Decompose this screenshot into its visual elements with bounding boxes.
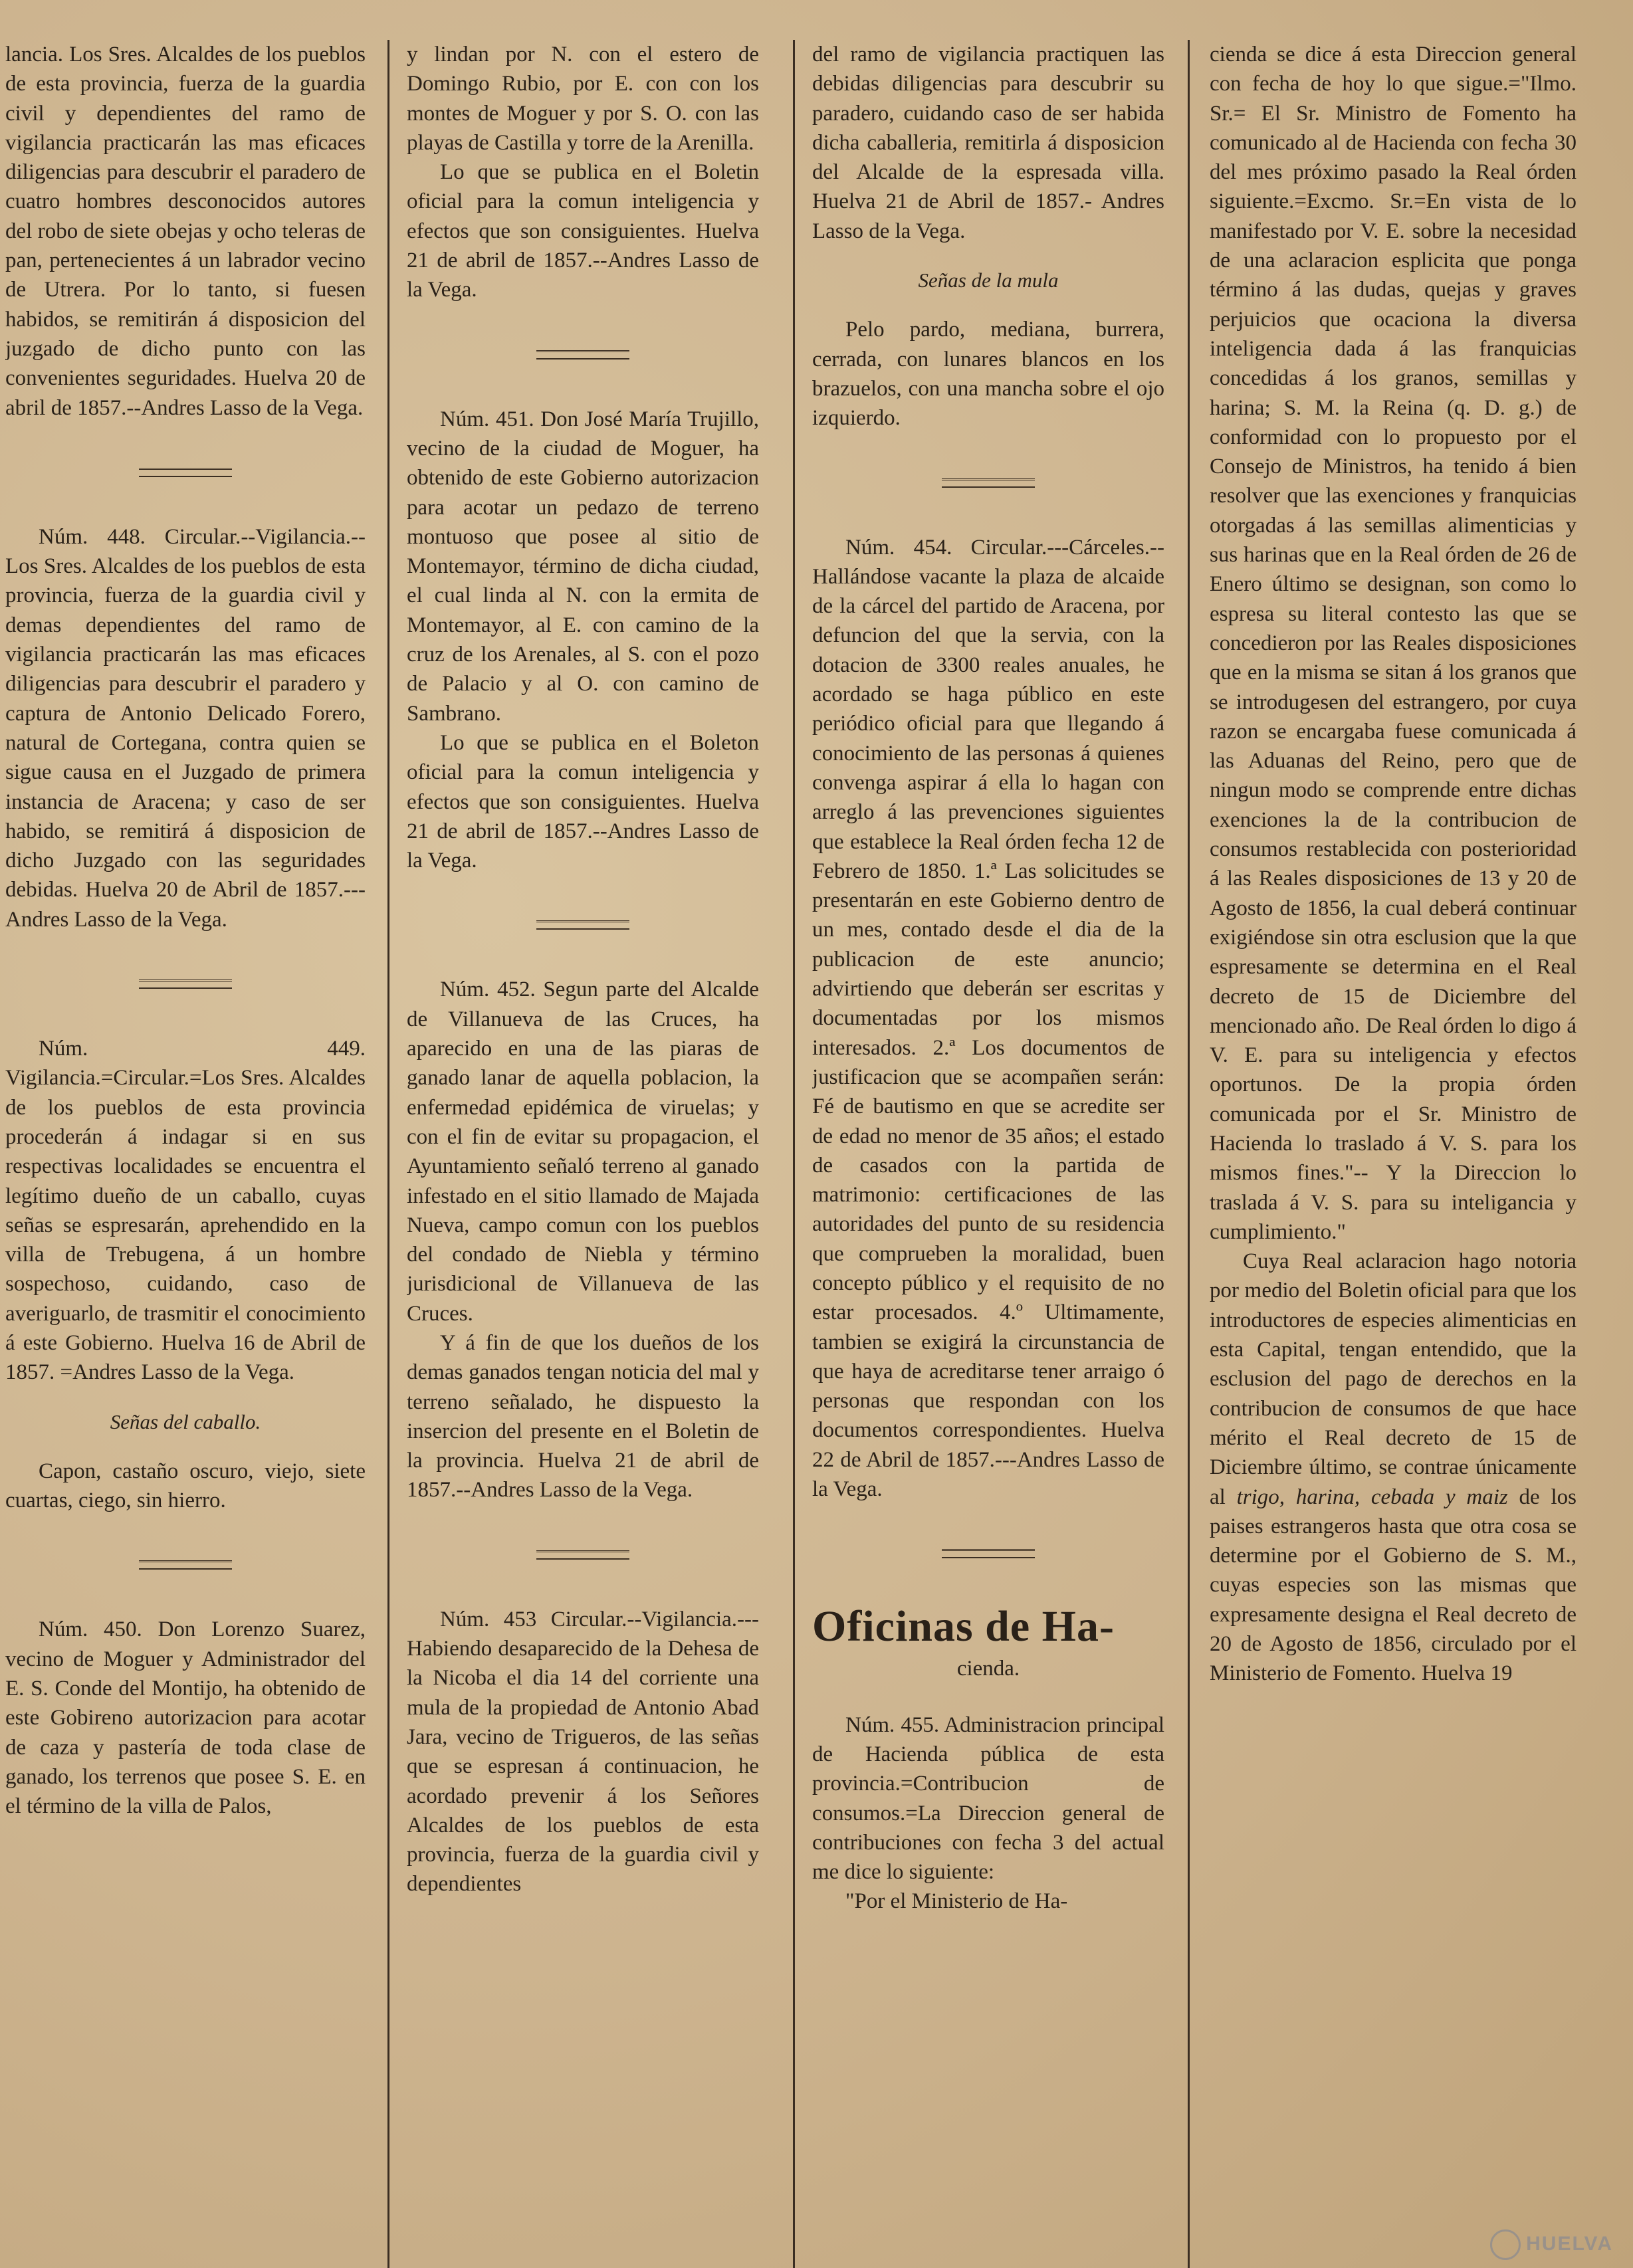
notice-text: Y á fin de que los dueños de los demas ganados tengan noticia del mal y terreno señalado, he dispuesto la insercion del presente en el Boletin de la provincia. Huelva 21 de abril de 1857.--Andres Lasso de la Vega. [407,1330,759,1502]
notice-448 [5,522,366,934]
separator-rule [139,1560,232,1570]
notice-449 [5,1034,366,1515]
watermark [1490,2229,1613,2260]
notice-subheading: Señas del caballo. [110,1409,261,1433]
notice-text: y lindan por N. con el estero de Domingo Rubio, por E. con con los montes de Moguer y por S. O. con las playas de Castilla y torre de la Arenilla. [407,43,759,155]
notice-text: cienda se dice á esta Direccion general con fecha de hoy lo que sigue.="Ilmo. Sr.= El Sr. Ministro de Fomento ha comunicado al de Hacienda con fecha 30 del mes próximo pasado la Real órden siguiente.=Excmo. Sr.=En vista de lo manifestado por V. E. sobre la necesidad de una aclaracion esplicita que ponga término á las dudas, quejas y graves perjuicios que ocaciona la diversa inteligencia dada á las franquicias concedidas á los granos, semillas y harina; S. M. la Reina (q. D. g.) de conformidad con lo propuesto por el Consejo de Ministros, ha tenido á bien resolver que las exenciones y franquicias otorgadas á las semillas alimenticias y sus harinas que en la Real órden de 26 de Enero último se designan, son como lo espresa su literal contesto las que se concedieron por las Reales disposiciones que en la misma se sitan á los granos que se introdugesen del estrangero, por cuya razon se encargaba fuese comunicada á las Aduanas del Reino, pero que de ningun modo se comprende entre dichas exenciones la de la contribucion de consumos restablecida con posterioridad á las Reales disposiciones de 13 y 20 de Agosto de 1856, la cual deberá continuar exigiéndose sin otra esclusion que la que espresamente se determina en el Real decreto de 15 de Diciembre del mencionado año. De Real órden lo digo á V. E. para su inteligencia y efectos oportunos. De la propia órden comunicada por el Sr. Ministro de Hacienda lo traslado á V. S. para los mismos fines."-- Y la Direccion lo traslada á V. S. para su inteligancia y cumplimiento." [1210,43,1577,1244]
column-4 [1210,40,1577,2259]
notice-text: Núm. 455. Administracion principal de Hacienda pública de esta provincia.=Contribucion de consumos.=La Direccion general de contribuciones con fecha 3 del actual me dice lo siguiente: [812,1712,1164,1885]
column-divider [793,40,795,2268]
notice-text: Lo que se publica en el Boletin oficial para la comun inteligencia y efectos que son consiguientes. Huelva 21 de abril de 1857.--Andres Lasso de la Vega. [407,160,759,302]
watermark-text: HUELVA [1526,2232,1613,2255]
notice-451 [407,405,759,876]
separator-rule [139,979,232,989]
section-hacienda [812,1603,1164,1683]
notice-text-italic: trigo, harina, cebada y maiz [1236,1485,1508,1509]
notice-text: Núm. 454. Circular.---Cárceles.--Hallándose vacante la plaza de alcaide de la cárcel del partido de Aracena, por defuncion del que la servia, con la dotacion de 3300 reales anuales, he acordado se haga público en este periódico oficial para que llegando á conocimiento de las personas á quienes convenga aspirar á ella lo hagan con arreglo á las prevenciones siguientes que establece la Real órden fecha 12 de Febrero de 1850. 1.ª Las solicitudes se presentarán en este Gobierno dentro de un mes, contado desde el dia de la publicacion de este anuncio; advirtiendo que deberán ser escritas y documentadas por los mismos interesados. 2.ª Los documentos de justificacion que se acompañen serán: Fé de bautismo en que se acredite ser de edad no menor de 35 años; el estado de casados con la partida de matrimonio: certificaciones de las autoridades del punto de su residencia que comprueben la moralidad, buen concepto público y el requisito de no estar procesados. 4.º Ultimamente, tambien se exigirá la circunstancia de que haya de acreditarse tener arraigo ó personas que respondan con los documentos correspondientes. Huelva 22 de Abril de 1857.---Andres Lasso de la Vega. [812,535,1164,1502]
notice-450-tail [407,40,759,305]
notice-text: Núm. 449. Vigilancia.=Circular.=Los Sres. Alcaldes de los pueblos de esta provincia procederán á indagar si en sus respectivas localidades se encuentra el legítimo dueño de un caballo, cuyas señas se espresarán, aprehendido en la villa de Trebugena, á un hombre sospechoso, cuidando, caso de averiguarlo, de trasmitir el conocimiento á este Gobierno. Huelva 16 de Abril de 1857. =Andres Lasso de la Vega. [5,1037,366,1385]
notice-subheading: Señas de la mula [918,268,1059,292]
section-title: Oficinas de Ha- [812,1602,1115,1651]
separator-rule [942,478,1035,488]
separator-rule [536,350,629,360]
notice-text: Núm. 448. Circular.--Vigilancia.--Los Sres. Alcaldes de los pueblos de esta provincia, fuerza de la guardia civil y demas dependientes del ramo de vigilancia practicarán las mas eficaces diligencias para descubrir el paradero y captura de Antonio Delicado Forero, natural de Cortegana, contra quien se sigue causa en el Juzgado de primera instancia de Aracena; y caso de ser habido, se remitirá á disposicion de dicho Juzgado con las seguridades debidas. Huelva 20 de Abril de 1857.---Andres Lasso de la Vega. [5,524,366,932]
notice-452 [407,975,759,1504]
notice-text: "Por el Ministerio de Ha- [845,1889,1068,1914]
notice-text: Núm. 453 Circular.--Vigilancia.---Habiendo desaparecido de la Dehesa de la Nicoba el dia 14 del corriente una mula de la propiedad de Antonio Abad Jara, vecino de Trigueros, de las señas que se espresan á continuacion, he acordado prevenir á los Señores Alcaldes de los pueblos de esta provincia, fuerza de la guardia civil y dependientes [407,1607,759,1897]
separator-rule [536,920,629,930]
column-divider [387,40,389,2268]
notice-text-segment: Cuya Real aclaracion hago notoria por medio del Boletin oficial para que los introductores de especies alimenticias en esta Capital, tengan entendido, que la esclusion del pago de derechos en la contribucion de consumos de que hace mérito el Real decreto de 15 de Diciembre último, se contrae únicamente al [1210,1249,1577,1509]
notice-453-tail [812,40,1164,433]
notice-text: Lo que se publica en el Boleton oficial para la comun inteligencia y efectos que son consiguientes. Huelva 21 de abril de 1857.--Andres Lasso de la Vega. [407,730,759,873]
column-3 [812,40,1164,2259]
notice-text: Pelo pardo, mediana, burrera, cerrada, con lunares blancos en los brazuelos, con una mancha sobre el ojo izquierdo. [812,318,1164,431]
separator-rule [139,468,232,477]
separator-rule [536,1550,629,1560]
notice-455-cont [1210,40,1577,1689]
notice-453 [407,1605,759,1899]
notice-text: del ramo de vigilancia practiquen las debidas diligencias para descubrir su paradero, cuidando caso de ser habida dicha caballeria, remitirla á disposicion del Alcalde de la espresada villa. Huelva 21 de Abril de 1857.- Andres Lasso de la Vega. [812,43,1164,243]
notice-text: Núm. 452. Segun parte del Alcalde de Villanueva de las Cruces, ha aparecido en una de las piaras de ganado lanar de aquella poblacion, la enfermedad epidémica de viruelas; y con el fin de evitar su propagacion, el Ayuntamiento señaló terreno al ganado infestado en el sitio llamado de Majada Nueva, campo comun con los pueblos del condado de Niebla y término jurisdicional de Villanueva de las Cruces. [407,978,759,1326]
watermark-seal-icon [1490,2229,1521,2260]
notice-text [1210,1247,1577,1688]
column-1 [5,40,366,2259]
notice-text: Núm. 450. Don Lorenzo Suarez, vecino de Moguer y Administrador del E. S. Conde del Montijo, ha obtenido de este Gobireno autorizacion para acotar de caza y pastería de toda clase de ganado, los terrenos que posee S. E. en el término de la villa de Palos, [5,1617,366,1819]
notice-450 [5,1615,366,1821]
notice-455 [812,1710,1164,1916]
column-2 [407,40,759,2259]
notice-text: Capon, castaño oscuro, viejo, siete cuartas, ciego, sin hierro. [5,1459,366,1513]
separator-rule [942,1549,1035,1558]
section-title-continuation: cienda. [956,1657,1020,1681]
notice-454 [812,533,1164,1504]
notice-text: Núm. 451. Don José María Trujillo, vecino de la ciudad de Moguer, ha obtenido de este Gobierno autorizacion para acotar un pedazo de terreno montuoso que posee al sitio de Montemayor, término de dicha ciudad, el cual linda al N. con la ermita de Montemayor, al E. con camino de la cruz de los Arenales, al S. con el pozo de Palacio y al O. con camino de Sambrano. [407,407,759,726]
notice-text-segment: de los paises estrangeros hasta que otra cosa se determine por el Gobierno de S. M., cuyas especies son las mismas que expresamente designa el Real decreto de 20 de Agosto de 1856, circulado por el Ministerio de Fomento. Huelva 19 [1210,1485,1577,1686]
column-divider [1188,40,1190,2268]
notice-447-tail [5,40,366,423]
notice-text: lancia. Los Sres. Alcaldes de los pueblos de esta provincia, fuerza de la guardia civil y dependientes del ramo de vigilancia practicarán las mas eficaces diligencias para descubrir el paradero de cuatro hombres desconocidos autores del robo de siete obejas y ocho teleras de pan, pertenecientes á un labrador vecino de Utrera. Por lo tanto, si fuesen habidos, se remitirán á disposicion del juzgado de dicho punto con las convenientes seguridades. Huelva 20 de abril de 1857.--Andres Lasso de la Vega. [5,43,366,420]
